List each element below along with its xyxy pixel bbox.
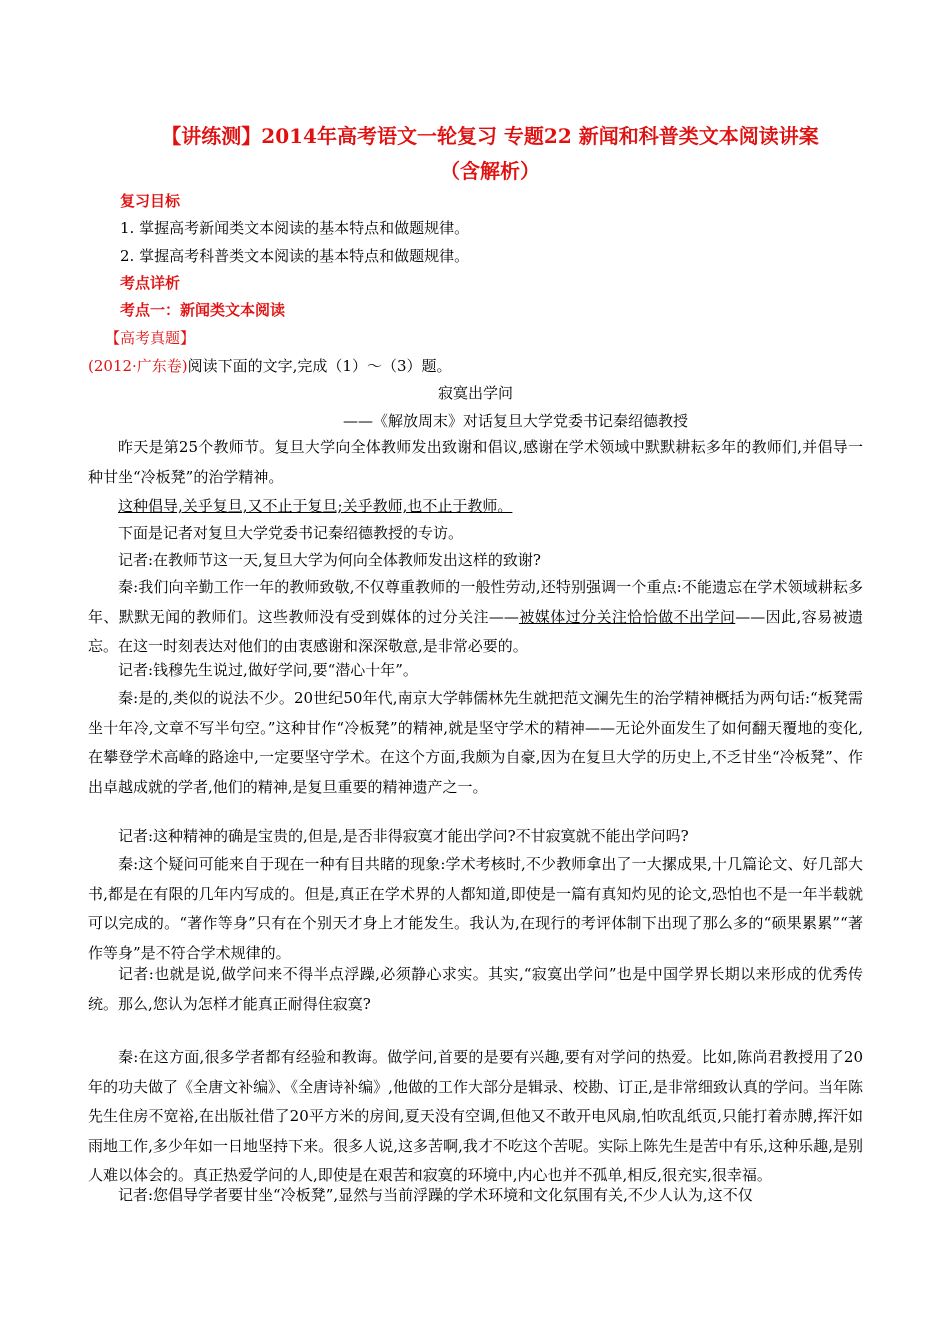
- paragraph-12: 记者:您倡导学者要甘坐“冷板凳”,显然与当前浮躁的学术环境和文化氛围有关,不少人认为,这不仅: [118, 1186, 753, 1204]
- goal-item-2: 2. 掌握高考科普类文本阅读的基本特点和做题规律。: [120, 247, 470, 265]
- paragraph-4: 记者:在教师节这一天,复旦大学为何向全体教师发出这样的致谢?: [118, 551, 541, 569]
- paragraph-6: 记者:钱穆先生说过,做好学问,要“潜心十年”。: [118, 661, 418, 679]
- paragraph-10: 记者:也就是说,做学问来不得半点浮躁,必须静心求实。其实,“寂寞出学问”也是中国学界长期以来形成的优秀传统。那么,您认为怎样才能真正耐得住寂寞?: [88, 965, 863, 1013]
- paragraph-2-underlined: 这种倡导,关乎复旦,又不止于复旦;关乎教师,也不止于教师。: [118, 497, 513, 515]
- instruction-text: 阅读下面的文字,完成（1）～（3）题。: [187, 357, 452, 375]
- paragraph-3: 下面是记者对复旦大学党委书记秦绍德教授的专访。: [118, 524, 464, 542]
- article-subtitle: ——《解放周末》对话复旦大学党委书记秦绍德教授: [342, 412, 688, 430]
- exam-source: (2012·广东卷): [88, 357, 188, 375]
- paragraph-1: 昨天是第25个教师节。复旦大学向全体教师发出致谢和倡议,感谢在学术领域中默默耕耘多年的教师们,并倡导一种甘坐“冷板凳”的治学精神。: [88, 438, 863, 486]
- article-title: 寂寞出学问: [437, 384, 513, 402]
- paragraph-9: 秦:这个疑问可能来自于现在一种有目共睹的现象:学术考核时,不少教师拿出了一大摞成果,十几篇论文、好几部大书,都是在有限的几年内写成的。但是,真正在学术界的人都知道,即使是一篇有真知灼见的论文,恐怕也不是一年半载就可以完成的。“著作等身”只有在个别天才身上才能发生。我认为,在现行的考评体制下出现了那么多的“硕果累累”“著作等身”是不符合学术规律的。: [88, 855, 863, 962]
- paragraph-5-underlined: 被媒体过分关注恰恰做不出学问: [518, 607, 736, 626]
- real-exam-label: 【高考真题】: [105, 329, 196, 347]
- document-title-line1: 【讲练测】2014年高考语文一轮复习 专题22 新闻和科普类文本阅读讲案: [161, 124, 819, 148]
- goal-item-1: 1. 掌握高考新闻类文本阅读的基本特点和做题规律。: [120, 219, 470, 237]
- paragraph-11: 秦:在这方面,很多学者都有经验和教诲。做学问,首要的是要有兴趣,要有对学问的热爱。比如,陈尚君教授用了20年的功夫做了《全唐文补编》、《全唐诗补编》,他做的工作大部分是辑录、校勘、订正,是非常细致认真的学问。当年陈先生住房不宽裕,在出版社借了20平方米的房间,夏天没有空调,但他又不敢开电风扇,怕吹乱纸页,只能打着赤膊,挥汗如雨地工作,多少年如一日地坚持下来。很多人说,这多苦啊,我才不吃这个苦呢。实际上陈先生是苦中有乐,这种乐趣,是别人难以体会的。真正热爱学问的人,即使是在艰苦和寂寞的环境中,内心也并不孤单,相反,很充实,很幸福。: [88, 1048, 863, 1184]
- paragraph-7: 秦:是的,类似的说法不少。20世纪50年代,南京大学韩儒林先生就把范文澜先生的治学精神概括为两句话:“板凳需坐十年冷,文章不写半句空。”这种甘作“冷板凳”的精神,就是坚守学术的精神——无论外面发生了如何翻天覆地的变化,在攀登学术高峰的路途中,一定要坚守学术。在这个方面,我颇为自豪,因为在复旦大学的历史上,不乏甘坐“冷板凳”、作出卓越成就的学者,他们的精神,是复旦重要的精神遗产之一。: [88, 689, 863, 796]
- section-heading-details: 考点详析: [120, 274, 181, 292]
- point-heading-news: 考点一：新闻类文本阅读: [120, 301, 286, 319]
- paragraph-8: 记者:这种精神的确是宝贵的,但是,是否非得寂寞才能出学问?不甘寂寞就不能出学问吗?: [118, 827, 689, 845]
- paragraph-5: [88, 573, 863, 662]
- section-heading-goals: 复习目标: [120, 192, 181, 210]
- paragraph-2: [88, 492, 863, 522]
- document-title-line2: （含解析）: [440, 159, 540, 183]
- paragraph-5-part-a: 秦:我们向辛勤工作一年的教师致敬,不仅尊重教师的一般性劳动,还特别强调一个重点:不能遗忘在学术领域耕耘多年、默默无闻的教师们。这些教师没有受到媒体的过分关注——: [88, 578, 863, 626]
- paragraph-5-part-b: ——因此,容易被遗忘。在这一时刻表达对他们的由衷感谢和深深敬意,是非常必要的。: [88, 607, 863, 655]
- exam-instruction: [88, 354, 452, 378]
